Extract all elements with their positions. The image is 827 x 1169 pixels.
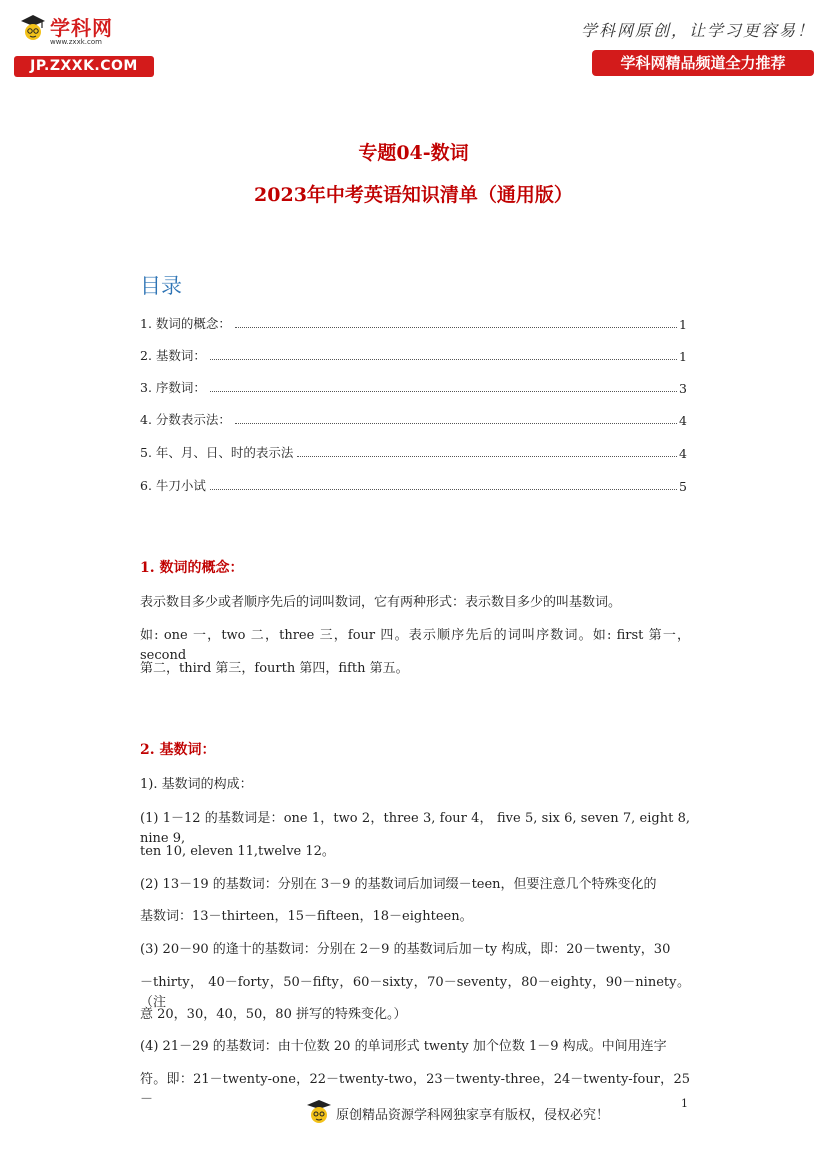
toc-item-page: 4 [679, 446, 687, 461]
toc-item-page: 4 [679, 413, 687, 428]
toc-dot-leader [210, 391, 677, 392]
paragraph-line: 1). 基数词的构成： [140, 777, 253, 792]
logo-name: 学科网 [50, 16, 113, 40]
toc-item-label: 3. 序数词： [140, 380, 206, 395]
toc-item[interactable] [140, 410, 687, 428]
toc-item[interactable] [140, 346, 687, 364]
paragraph-line: 第二，third 第三，fourth 第四，fifth 第五。 [140, 661, 409, 676]
footer-copyright: 原创精品资源学科网独家享有版权，侵权必究！ [336, 1108, 610, 1123]
graduation-cap-mascot-icon [306, 1099, 332, 1125]
paragraph-line: (4) 21－29 的基数词：由十位数 20 的单词形式 twenty 加个位数 1－9 构成。中间用连字 [140, 1039, 667, 1054]
paragraph-line: 意 20，30，40，50，80 拼写的特殊变化。） [140, 1007, 407, 1022]
toc-item-label: 4. 分数表示法： [140, 412, 231, 427]
toc-item-page: 1 [679, 317, 687, 332]
paragraph-line: －thirty， 40－forty，50－fifty，60－sixty，70－seventy，80－eighty，90－ninety。（注 [140, 975, 690, 1010]
toc-item[interactable] [140, 476, 687, 494]
toc-item[interactable] [140, 378, 687, 396]
paragraph-line: 表示数目多少或者顺序先后的词叫数词，它有两种形式：表示数目多少的叫基数词。 [140, 595, 622, 610]
toc-item[interactable] [140, 314, 687, 332]
section-heading-numeral-concept: 1. 数词的概念： [140, 560, 244, 576]
paragraph-line: (3) 20－90 的逢十的基数词：分别在 2－9 的基数词后加－ty 构成，即：20－twenty，30 [140, 942, 671, 957]
paragraph-line: 基数词：13－thirteen，15－fifteen，18－eighteen。 [140, 909, 473, 924]
toc-item-label: 2. 基数词： [140, 348, 206, 363]
paragraph-line: ten 10, eleven 11,twelve 12。 [140, 844, 335, 859]
toc-item[interactable] [140, 443, 687, 461]
toc-dot-leader [235, 423, 677, 424]
page-number: 1 [681, 1097, 688, 1110]
doc-subtitle: 2023年中考英语知识清单（通用版） [254, 184, 573, 206]
toc-item-label: 5. 年、月、日、时的表示法 [140, 445, 294, 460]
toc-dot-leader [235, 327, 677, 328]
logo-badge[interactable]: JP.ZXXK.COM [14, 56, 154, 77]
toc-dot-leader [210, 489, 677, 490]
toc-heading: 目录 [140, 274, 182, 298]
header-slogan: 学科网原创，让学习更容易！ [580, 21, 815, 40]
toc-item-page: 1 [679, 349, 687, 364]
section-heading-cardinal-numbers: 2. 基数词： [140, 742, 216, 758]
paragraph-line: (1) 1－12 的基数词是：one 1，two 2，three 3, four 4， five 5, six 6, seven 7, eight 8, nine 9, [140, 811, 690, 846]
toc-item-label: 6. 牛刀小试 [140, 478, 206, 493]
doc-title: 专题04-数词 [358, 142, 469, 164]
paragraph-line: 如: one 一，two 二，three 三，four 四。表示顺序先后的词叫序数词。如: first 第一，second [140, 628, 690, 663]
channel-banner[interactable]: 学科网精品频道全力推荐 [592, 50, 814, 76]
paragraph-line: 符。即：21－twenty-one，22－twenty-two，23－twenty-three，24－twenty-four，25－ [140, 1072, 690, 1107]
toc-item-label: 1. 数词的概念： [140, 316, 231, 331]
toc-item-page: 3 [679, 381, 687, 396]
logo-url: www.zxxk.com [50, 38, 102, 46]
toc-dot-leader [210, 359, 677, 360]
toc-item-page: 5 [679, 479, 687, 494]
graduation-cap-logo-icon [20, 14, 46, 42]
paragraph-line: (2) 13－19 的基数词：分别在 3－9 的基数词后加词缀－teen，但要注意几个特殊变化的 [140, 877, 657, 892]
toc-dot-leader [297, 456, 677, 457]
